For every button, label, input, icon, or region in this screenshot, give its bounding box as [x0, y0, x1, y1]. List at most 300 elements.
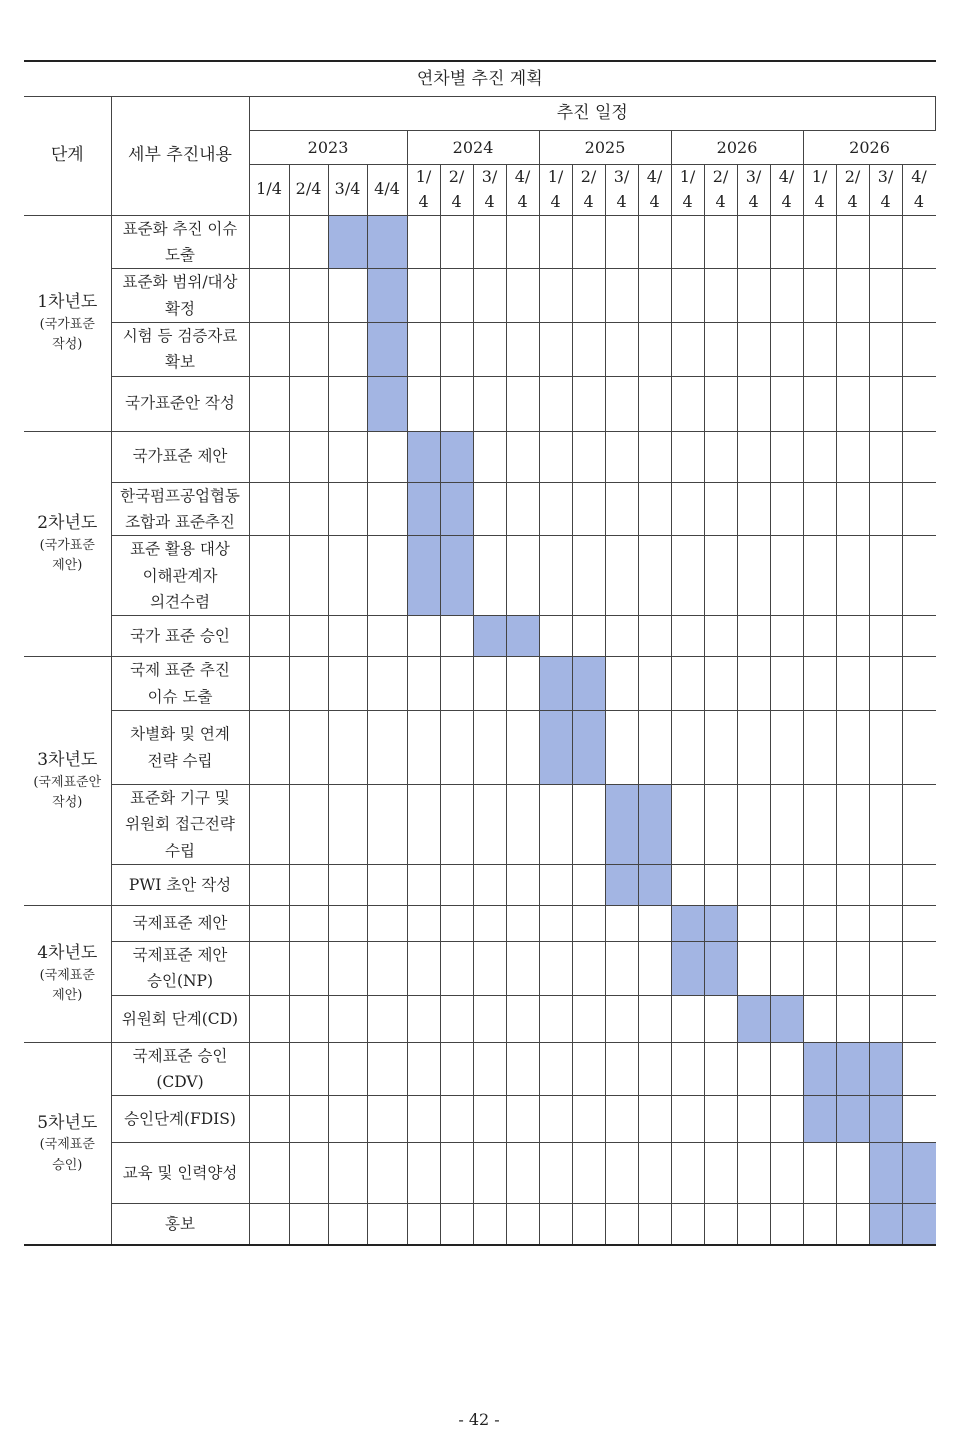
schedule-cell-active [506, 616, 539, 657]
schedule-cell [704, 785, 737, 865]
schedule-cell [638, 1143, 671, 1204]
schedule-cell [671, 1143, 704, 1204]
quarter-header: 2/ 4 [572, 165, 605, 216]
schedule-cell [539, 785, 572, 865]
schedule-cell [704, 711, 737, 785]
schedule-cell [506, 322, 539, 376]
schedule-cell [671, 865, 704, 906]
table-row [24, 865, 936, 906]
schedule-cell [572, 906, 605, 942]
quarter-header: 3/ 4 [737, 165, 770, 216]
schedule-cell [572, 995, 605, 1042]
schedule-cell [249, 906, 289, 942]
schedule-cell [869, 865, 902, 906]
schedule-cell [289, 942, 328, 996]
schedule-cell [506, 431, 539, 482]
schedule-cell-active [836, 1042, 869, 1096]
task-label: 표준화 기구 및 위원회 접근전략 수립 [111, 785, 249, 865]
schedule-cell [671, 1096, 704, 1143]
schedule-cell [289, 1096, 328, 1143]
schedule-cell [440, 906, 473, 942]
schedule-cell [289, 431, 328, 482]
schedule-cell [770, 536, 803, 616]
schedule-cell [902, 942, 935, 996]
schedule-cell [506, 906, 539, 942]
schedule-cell-active [869, 1143, 902, 1204]
table-row [24, 215, 936, 269]
schedule-cell [367, 1204, 407, 1246]
schedule-cell [704, 431, 737, 482]
schedule-cell [605, 376, 638, 431]
schedule-cell [605, 1096, 638, 1143]
schedule-cell [605, 536, 638, 616]
schedule-cell [328, 1204, 367, 1246]
table-row [24, 322, 936, 376]
schedule-cell [605, 657, 638, 711]
schedule-cell [328, 536, 367, 616]
schedule-cell [770, 711, 803, 785]
schedule-cell [902, 865, 935, 906]
schedule-cell [836, 431, 869, 482]
schedule-cell [506, 269, 539, 323]
schedule-cell [539, 906, 572, 942]
schedule-cell [367, 616, 407, 657]
schedule-cell [539, 215, 572, 269]
schedule-cell [770, 482, 803, 536]
schedule-cell [671, 431, 704, 482]
quarter-header: 1/ 4 [539, 165, 572, 216]
table-row [24, 376, 936, 431]
schedule-cell [473, 1042, 506, 1096]
schedule-cell [638, 1204, 671, 1246]
schedule-cell-active [539, 711, 572, 785]
schedule-cell [367, 995, 407, 1042]
table-row [24, 1204, 936, 1246]
schedule-cell [704, 657, 737, 711]
schedule-cell [572, 942, 605, 996]
task-label: 표준 활용 대상 이해관계자 의견수렴 [111, 536, 249, 616]
schedule-cell [289, 1204, 328, 1246]
schedule-cell [407, 215, 440, 269]
schedule-cell [869, 616, 902, 657]
schedule-cell [605, 616, 638, 657]
schedule-cell-active [367, 376, 407, 431]
task-label: 승인단계(FDIS) [111, 1096, 249, 1143]
schedule-cell [506, 482, 539, 536]
schedule-cell [539, 942, 572, 996]
schedule-cell [289, 995, 328, 1042]
year-header: 2026 [803, 131, 935, 165]
schedule-cell [407, 865, 440, 906]
schedule-cell [539, 865, 572, 906]
schedule-cell [902, 322, 935, 376]
quarter-header: 2/ 4 [704, 165, 737, 216]
schedule-cell [803, 1143, 836, 1204]
schedule-cell [367, 1096, 407, 1143]
schedule-cell [440, 942, 473, 996]
schedule-cell [638, 942, 671, 996]
schedule-cell [539, 482, 572, 536]
schedule-cell [605, 1042, 638, 1096]
schedule-cell [902, 711, 935, 785]
schedule-cell [572, 1042, 605, 1096]
schedule-cell [249, 1096, 289, 1143]
schedule-cell [407, 711, 440, 785]
schedule-cell [506, 1096, 539, 1143]
schedule-cell [572, 1096, 605, 1143]
schedule-cell [572, 536, 605, 616]
phase-cell [24, 215, 111, 431]
schedule-cell [473, 536, 506, 616]
schedule-cell-active [440, 536, 473, 616]
schedule-cell [328, 1042, 367, 1096]
schedule-cell [440, 1096, 473, 1143]
schedule-cell [770, 942, 803, 996]
schedule-cell [836, 536, 869, 616]
table-row [24, 482, 936, 536]
task-label: 표준화 추진 이슈 도출 [111, 215, 249, 269]
schedule-cell [737, 785, 770, 865]
schedule-cell [407, 1204, 440, 1246]
schedule-cell [473, 942, 506, 996]
schedule-cell [737, 711, 770, 785]
schedule-cell [506, 657, 539, 711]
quarter-header: 1/ 4 [803, 165, 836, 216]
schedule-cell [249, 376, 289, 431]
schedule-cell [605, 942, 638, 996]
table-row [24, 1143, 936, 1204]
schedule-cell [836, 215, 869, 269]
schedule-cell [289, 376, 328, 431]
schedule-cell [638, 322, 671, 376]
schedule-cell [249, 1042, 289, 1096]
schedule-cell [836, 482, 869, 536]
task-label: 시험 등 검증자료 확보 [111, 322, 249, 376]
schedule-cell [803, 269, 836, 323]
schedule-cell [638, 657, 671, 711]
schedule-cell [473, 431, 506, 482]
schedule-cell [803, 431, 836, 482]
schedule-cell [473, 906, 506, 942]
schedule-cell [902, 269, 935, 323]
schedule-cell [440, 1042, 473, 1096]
schedule-cell [407, 616, 440, 657]
schedule-cell [249, 269, 289, 323]
schedule-cell [704, 482, 737, 536]
schedule-cell [770, 616, 803, 657]
schedule-cell-active [572, 711, 605, 785]
schedule-cell [289, 482, 328, 536]
schedule-cell [249, 616, 289, 657]
schedule-cell [328, 616, 367, 657]
schedule-cell-active [836, 1096, 869, 1143]
schedule-cell [671, 785, 704, 865]
schedule-cell [605, 215, 638, 269]
schedule-cell [572, 269, 605, 323]
schedule-cell [605, 269, 638, 323]
schedule-cell [249, 1204, 289, 1246]
phase-cell [24, 906, 111, 1043]
schedule-cell-active [869, 1042, 902, 1096]
schedule-cell [836, 865, 869, 906]
schedule-cell [803, 482, 836, 536]
schedule-cell [572, 376, 605, 431]
task-label: 국가표준 제안 [111, 431, 249, 482]
schedule-cell [506, 942, 539, 996]
schedule-cell [737, 215, 770, 269]
schedule-cell [539, 431, 572, 482]
schedule-cell [407, 785, 440, 865]
schedule-cell [737, 865, 770, 906]
schedule-cell [803, 376, 836, 431]
schedule-cell [407, 995, 440, 1042]
schedule-cell-active [440, 431, 473, 482]
task-label: 한국펌프공업협동 조합과 표준추진 [111, 482, 249, 536]
schedule-cell-active [638, 865, 671, 906]
table-row [24, 711, 936, 785]
schedule-cell [506, 711, 539, 785]
schedule-cell [328, 1096, 367, 1143]
schedule-cell [328, 785, 367, 865]
schedule-cell [572, 482, 605, 536]
schedule-cell [605, 322, 638, 376]
task-label: 국제 표준 추진 이슈 도출 [111, 657, 249, 711]
schedule-cell [289, 865, 328, 906]
schedule-cell [407, 942, 440, 996]
schedule-cell [473, 376, 506, 431]
schedule-cell [902, 785, 935, 865]
schedule-cell-active [605, 865, 638, 906]
schedule-cell-active [704, 906, 737, 942]
schedule-cell [902, 482, 935, 536]
schedule-cell [671, 657, 704, 711]
schedule-cell [440, 1143, 473, 1204]
schedule-cell [328, 482, 367, 536]
schedule-cell [737, 1143, 770, 1204]
schedule-cell [289, 269, 328, 323]
schedule-cell [440, 376, 473, 431]
schedule-cell [869, 536, 902, 616]
schedule-cell [605, 482, 638, 536]
schedule-cell [572, 616, 605, 657]
phase-subtitle: (국제표준 제안) [39, 967, 95, 1003]
schedule-cell [902, 536, 935, 616]
schedule-cell [737, 536, 770, 616]
task-label: 표준화 범위/대상 확정 [111, 269, 249, 323]
schedule-cell [539, 1042, 572, 1096]
schedule-cell [506, 1204, 539, 1246]
schedule-cell [737, 906, 770, 942]
schedule-cell [506, 536, 539, 616]
schedule-cell [770, 657, 803, 711]
schedule-cell [328, 942, 367, 996]
schedule-cell [836, 1143, 869, 1204]
phase-subtitle: (국제표준안 작성) [33, 774, 102, 811]
year-header: 2026 [671, 131, 803, 165]
schedule-cell [367, 536, 407, 616]
schedule-cell [289, 1042, 328, 1096]
schedule-cell [638, 1042, 671, 1096]
schedule-header: 추진 일정 [249, 97, 935, 131]
task-label: PWI 초안 작성 [111, 865, 249, 906]
schedule-cell [869, 657, 902, 711]
schedule-cell [638, 431, 671, 482]
schedule-cell [671, 215, 704, 269]
schedule-cell [440, 322, 473, 376]
schedule-cell [506, 995, 539, 1042]
schedule-cell [328, 376, 367, 431]
schedule-cell [869, 215, 902, 269]
schedule-cell [704, 1042, 737, 1096]
schedule-cell [539, 1143, 572, 1204]
schedule-cell [539, 536, 572, 616]
schedule-cell [638, 482, 671, 536]
schedule-cell [506, 215, 539, 269]
table-row [24, 616, 936, 657]
schedule-cell [671, 376, 704, 431]
schedule-cell [737, 657, 770, 711]
schedule-cell [704, 215, 737, 269]
phase-subtitle: (국가표준 작성) [39, 316, 95, 353]
schedule-cell [704, 376, 737, 431]
schedule-cell [440, 215, 473, 269]
schedule-cell [869, 431, 902, 482]
table-row [24, 906, 936, 942]
schedule-cell [671, 1042, 704, 1096]
schedule-cell [836, 1204, 869, 1246]
schedule-cell [704, 616, 737, 657]
schedule-cell [803, 536, 836, 616]
schedule-cell-active [367, 269, 407, 323]
schedule-cell [473, 215, 506, 269]
schedule-cell [836, 657, 869, 711]
quarter-header: 4/4 [367, 165, 407, 216]
schedule-cell [249, 942, 289, 996]
schedule-cell [367, 1143, 407, 1204]
schedule-cell [367, 865, 407, 906]
schedule-cell [605, 1143, 638, 1204]
schedule-cell [803, 865, 836, 906]
task-label: 국가표준안 작성 [111, 376, 249, 431]
phase-name: 1차년도 [37, 292, 98, 313]
schedule-cell [737, 616, 770, 657]
schedule-cell [473, 322, 506, 376]
quarter-header: 3/ 4 [605, 165, 638, 216]
schedule-cell [249, 482, 289, 536]
schedule-cell [605, 431, 638, 482]
schedule-cell [249, 995, 289, 1042]
schedule-cell [249, 215, 289, 269]
schedule-cell [869, 269, 902, 323]
schedule-cell [605, 711, 638, 785]
schedule-cell [902, 906, 935, 942]
schedule-cell [572, 1143, 605, 1204]
schedule-cell [328, 322, 367, 376]
task-label: 차별화 및 연계 전략 수립 [111, 711, 249, 785]
schedule-cell [737, 1204, 770, 1246]
schedule-cell [473, 785, 506, 865]
schedule-cell [803, 616, 836, 657]
schedule-cell [836, 995, 869, 1042]
page-number: - 42 - [458, 1410, 500, 1429]
phase-name: 5차년도 [37, 1112, 98, 1133]
schedule-cell [440, 785, 473, 865]
task-label: 위원회 단계(CD) [111, 995, 249, 1042]
schedule-cell [803, 785, 836, 865]
schedule-cell [367, 906, 407, 942]
schedule-cell [803, 711, 836, 785]
schedule-cell [249, 1143, 289, 1204]
schedule-cell [638, 906, 671, 942]
schedule-cell-active [770, 995, 803, 1042]
year-header: 2025 [539, 131, 671, 165]
schedule-cell [671, 269, 704, 323]
schedule-cell [249, 431, 289, 482]
quarter-header: 2/ 4 [440, 165, 473, 216]
schedule-cell [836, 376, 869, 431]
quarter-header: 2/4 [289, 165, 328, 216]
schedule-cell [638, 269, 671, 323]
schedule-cell [539, 376, 572, 431]
schedule-cell [539, 616, 572, 657]
schedule-cell [407, 269, 440, 323]
schedule-cell [671, 1204, 704, 1246]
schedule-cell [803, 215, 836, 269]
schedule-cell [671, 995, 704, 1042]
schedule-cell-active [671, 906, 704, 942]
schedule-cell [473, 711, 506, 785]
schedule-cell [473, 269, 506, 323]
schedule-cell-active [605, 785, 638, 865]
phase-cell [24, 1042, 111, 1245]
schedule-cell [289, 711, 328, 785]
schedule-cell-active [367, 322, 407, 376]
schedule-cell [572, 865, 605, 906]
quarter-header: 1/ 4 [407, 165, 440, 216]
schedule-cell [506, 376, 539, 431]
schedule-cell [289, 536, 328, 616]
schedule-cell-active [638, 785, 671, 865]
schedule-cell-active [407, 431, 440, 482]
schedule-cell [473, 1204, 506, 1246]
stage-header: 단계 [24, 97, 111, 216]
schedule-cell [704, 1204, 737, 1246]
schedule-cell [249, 657, 289, 711]
quarter-header: 4/ 4 [506, 165, 539, 216]
schedule-cell [440, 657, 473, 711]
schedule-cell-active [407, 536, 440, 616]
schedule-cell [902, 1096, 935, 1143]
schedule-cell [902, 1042, 935, 1096]
schedule-cell-active [902, 1143, 935, 1204]
schedule-cell [506, 1042, 539, 1096]
schedule-cell [328, 269, 367, 323]
schedule-cell [572, 215, 605, 269]
schedule-cell-active [407, 482, 440, 536]
quarter-header: 4/ 4 [902, 165, 935, 216]
table-row [24, 269, 936, 323]
schedule-cell-active [869, 1204, 902, 1246]
task-label: 홍보 [111, 1204, 249, 1246]
schedule-cell [289, 322, 328, 376]
schedule-cell [902, 616, 935, 657]
table-row [24, 942, 936, 996]
schedule-cell [572, 1204, 605, 1246]
table-row [24, 657, 936, 711]
schedule-cell [869, 906, 902, 942]
schedule-cell [440, 711, 473, 785]
schedule-cell [638, 1096, 671, 1143]
